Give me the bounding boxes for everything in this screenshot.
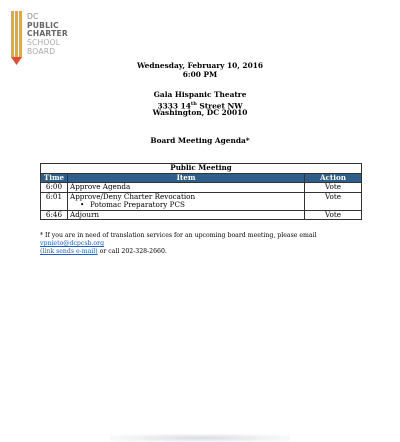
translation-note: * If you are in need of translation services for an upcoming board meeting, please email vpnieto@dcpcsb.org (link sends e-mail) or call 202-328-2660. <box>40 232 317 256</box>
venue-name: Gala Hispanic Theatre <box>153 90 247 99</box>
meeting-time: 6:00 PM <box>182 70 218 79</box>
row-time: 6:46 <box>41 210 68 220</box>
logo-pencil-icon <box>10 11 24 65</box>
table-row <box>41 210 362 220</box>
table-row <box>41 192 362 210</box>
venue-street: 3333 14th Street NW <box>157 101 243 111</box>
venue-city: Washington, DC 20010 <box>152 108 248 117</box>
logo-wordmark: DC PUBLIC CHARTER SCHOOL BOARD <box>27 12 68 56</box>
row-item: Adjourn <box>68 210 305 220</box>
row-time: 6:00 <box>41 183 68 193</box>
agenda-title: Board Meeting Agenda* <box>150 136 250 145</box>
email-link-hint[interactable]: (link sends e-mail) <box>40 248 98 256</box>
bullet-icon: • <box>80 200 85 209</box>
row-action: Vote <box>305 183 362 193</box>
row-item <box>68 192 305 210</box>
agenda-table <box>40 163 362 220</box>
table-title: Public Meeting <box>41 164 362 174</box>
table-row <box>41 183 362 193</box>
row-item-subitem: • Potomac Preparatory PCS <box>80 200 185 209</box>
row-time: 6:01 <box>41 192 68 210</box>
email-link[interactable]: vpnieto@dcpcsb.org <box>40 240 105 248</box>
column-header-action: Action <box>305 173 362 183</box>
column-header-item: Item <box>68 173 305 183</box>
row-action: Vote <box>305 210 362 220</box>
row-action: Vote <box>305 192 362 210</box>
row-item-title: Approve/Deny Charter Revocation <box>70 191 196 201</box>
row-item: Approve Agenda <box>68 183 305 193</box>
page-bottom-shadow <box>110 434 290 442</box>
table-title-row <box>41 164 362 174</box>
meeting-date: Wednesday, February 10, 2016 <box>136 61 264 70</box>
column-header-time: Time <box>41 173 68 183</box>
